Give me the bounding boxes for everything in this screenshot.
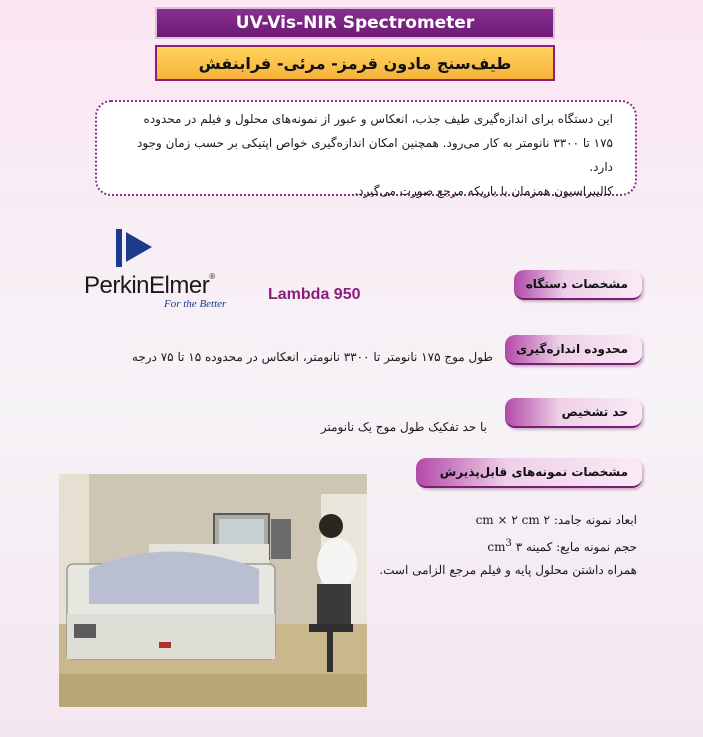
description-line-2: ۱۷۵ تا ۳۳۰۰ نانومتر به کار می‌رود. همچنین امکان اندازه‌گیری خواص اپتیکی بر حسب زمان وجود دارد. xyxy=(137,136,613,174)
perkinelmer-p-mark-icon xyxy=(112,226,172,276)
model-name: Lambda 950 xyxy=(268,286,361,303)
title-english: UV-Vis-NIR Spectrometer xyxy=(155,7,555,39)
perkinelmer-logo xyxy=(84,226,244,316)
description-box xyxy=(95,100,637,196)
lab-photo xyxy=(59,474,367,707)
sample-solid: ابعاد نمونه جامد: ۲ cm × ۲ cm xyxy=(475,513,637,527)
description-line-1: این دستگاه برای اندازه‌گیری طیف جذب، انعکاس و عبور از نمونه‌های محلول و فیلم در محدوده xyxy=(143,112,613,126)
title-persian: طیف‌سنج مادون قرمز- مرئی- فرابنفش xyxy=(155,45,555,81)
brand-name: PerkinElmer® xyxy=(84,272,215,299)
range-value: طول موج ۱۷۵ نانومتر تا ۳۳۰۰ نانومتر، انعکاس در محدوده ۱۵ تا ۷۵ درجه xyxy=(131,350,493,364)
sample-liquid: حجم نمونه مایع: کمینه ۳ $cm^3$ xyxy=(487,538,637,554)
detection-value: با حد تفکیک طول موج یک نانومتر xyxy=(320,420,487,434)
section-detection: حد تشخیص xyxy=(505,398,642,428)
section-specs: مشخصات دستگاه xyxy=(514,270,642,300)
section-range: محدوده اندازه‌گیری xyxy=(505,335,642,365)
description-line-3: کالیبراسیون همزمان با باریکه مرجع صورت می‌گیرد. xyxy=(354,184,613,198)
brand-tagline: For the Better xyxy=(164,298,227,310)
sample-note: همراه داشتن محلول پایه و فیلم مرجع الزامی است. xyxy=(379,563,637,577)
section-samples: مشخصات نمونه‌های قابل‌پذیرش xyxy=(416,458,642,488)
